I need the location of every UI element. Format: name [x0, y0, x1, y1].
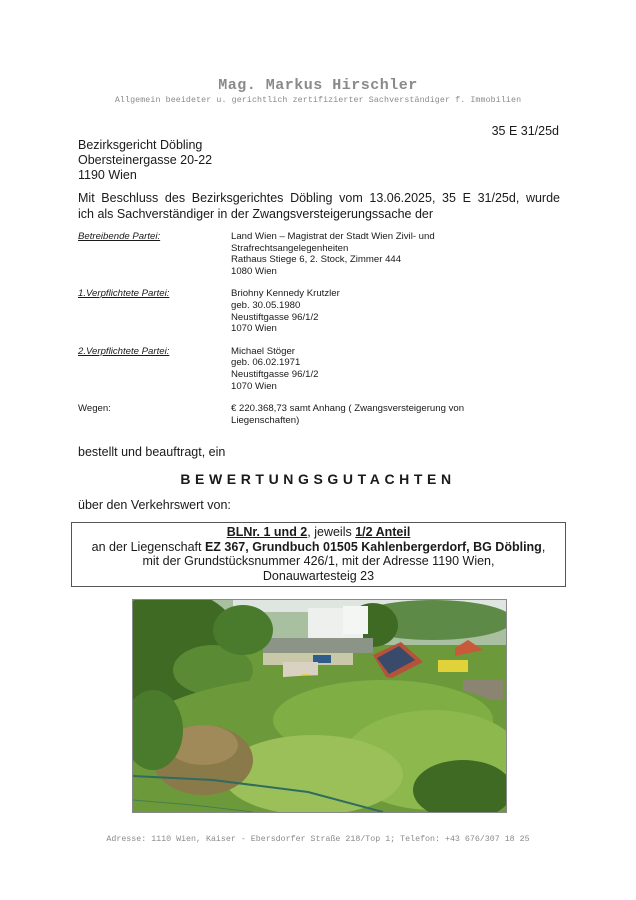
- property-line-4: Donauwartesteig 23: [262, 568, 375, 583]
- party-line: 1070 Wien: [231, 323, 277, 335]
- party-details: [231, 403, 558, 426]
- court-city: 1190 Wien: [78, 168, 137, 182]
- document-title: BEWERTUNGSGUTACHTEN: [180, 471, 456, 487]
- parties-list: [78, 231, 558, 437]
- party-line: 1080 Wien: [231, 265, 277, 277]
- letterhead-subtitle: Allgemein beeideter u. gerichtlich zertifizierter Sachverständiger f. Immobilien: [114, 96, 522, 105]
- letterhead-name: Mag. Markus Hirschler: [218, 77, 418, 94]
- property-line-3: mit der Grundstücksnummer 426/1, mit der Adresse 1190 Wien,: [142, 554, 495, 569]
- case-reference: 35 E 31/25d: [491, 124, 559, 138]
- property-photo: [132, 599, 507, 813]
- party-label: 2.Verpflichtete Partei:: [78, 345, 170, 357]
- intro-line-2: ich als Sachverständiger in der Zwangsversteigerungssache der: [78, 206, 434, 221]
- party-label: Betreibende Partei:: [78, 231, 161, 242]
- party-line: Liegenschaften): [231, 414, 300, 426]
- party-line: Michael Stöger: [231, 345, 295, 357]
- party-line: Strafrechtsangelegenheiten: [231, 242, 349, 254]
- party-line: geb. 30.05.1980: [231, 299, 301, 311]
- appointment-text: bestellt und beauftragt, ein: [78, 445, 226, 459]
- court-street: Obersteinergasse 20-22: [78, 153, 213, 167]
- property-line-2: [72, 540, 565, 555]
- separator-text: , jeweils: [307, 525, 356, 539]
- court-name: Bezirksgericht Döbling: [78, 138, 203, 152]
- party-wegen: [78, 403, 558, 426]
- party-verpflichtete-2: [78, 346, 558, 392]
- party-line: geb. 06.02.1971: [231, 357, 301, 369]
- party-verpflichtete-1: [78, 288, 558, 334]
- party-line: Rathaus Stiege 6, 2. Stock, Zimmer 444: [231, 254, 402, 266]
- intro-line-1: Mit Beschluss des Bezirksgerichtes Döbling vom 13.06.2025, 35 E 31/25d, wurde: [78, 191, 560, 205]
- party-line: Briohny Kennedy Krutzler: [231, 288, 340, 300]
- blnr: BLNr. 1 und 2: [226, 525, 308, 539]
- party-details: [231, 231, 558, 277]
- property-photo-image: [133, 600, 506, 812]
- property-prefix: an der Liegenschaft: [91, 539, 205, 554]
- party-details: [231, 346, 558, 392]
- court-address: [78, 138, 212, 183]
- party-label: Wegen:: [78, 403, 111, 415]
- party-details: [231, 288, 558, 334]
- intro-paragraph: [78, 191, 560, 222]
- party-line: Land Wien – Magistrat der Stadt Wien Zivil- und: [231, 231, 435, 242]
- party-betreibende: [78, 231, 558, 277]
- party-line: Neustiftgasse 96/1/2: [231, 368, 319, 380]
- share: 1/2 Anteil: [355, 525, 411, 539]
- property-box: [71, 522, 566, 587]
- party-line: 1070 Wien: [231, 380, 277, 392]
- property-ez: EZ 367, Grundbuch 01505 Kahlenbergerdorf, BG Döbling: [204, 539, 542, 554]
- property-line-1: [72, 525, 565, 540]
- letterhead-footer: Adresse: 1110 Wien, Kaiser - Ebersdorfer Straße 218/Top 1; Telefon: +43 676/307 18 25: [106, 835, 530, 844]
- subject-intro: über den Verkehrswert von:: [78, 498, 231, 512]
- property-suffix: ,: [541, 539, 546, 554]
- party-line: € 220.368,73 samt Anhang ( Zwangsversteigerung von: [231, 403, 465, 415]
- party-label: 1.Verpflichtete Partei:: [78, 288, 170, 300]
- party-line: Neustiftgasse 96/1/2: [231, 311, 319, 323]
